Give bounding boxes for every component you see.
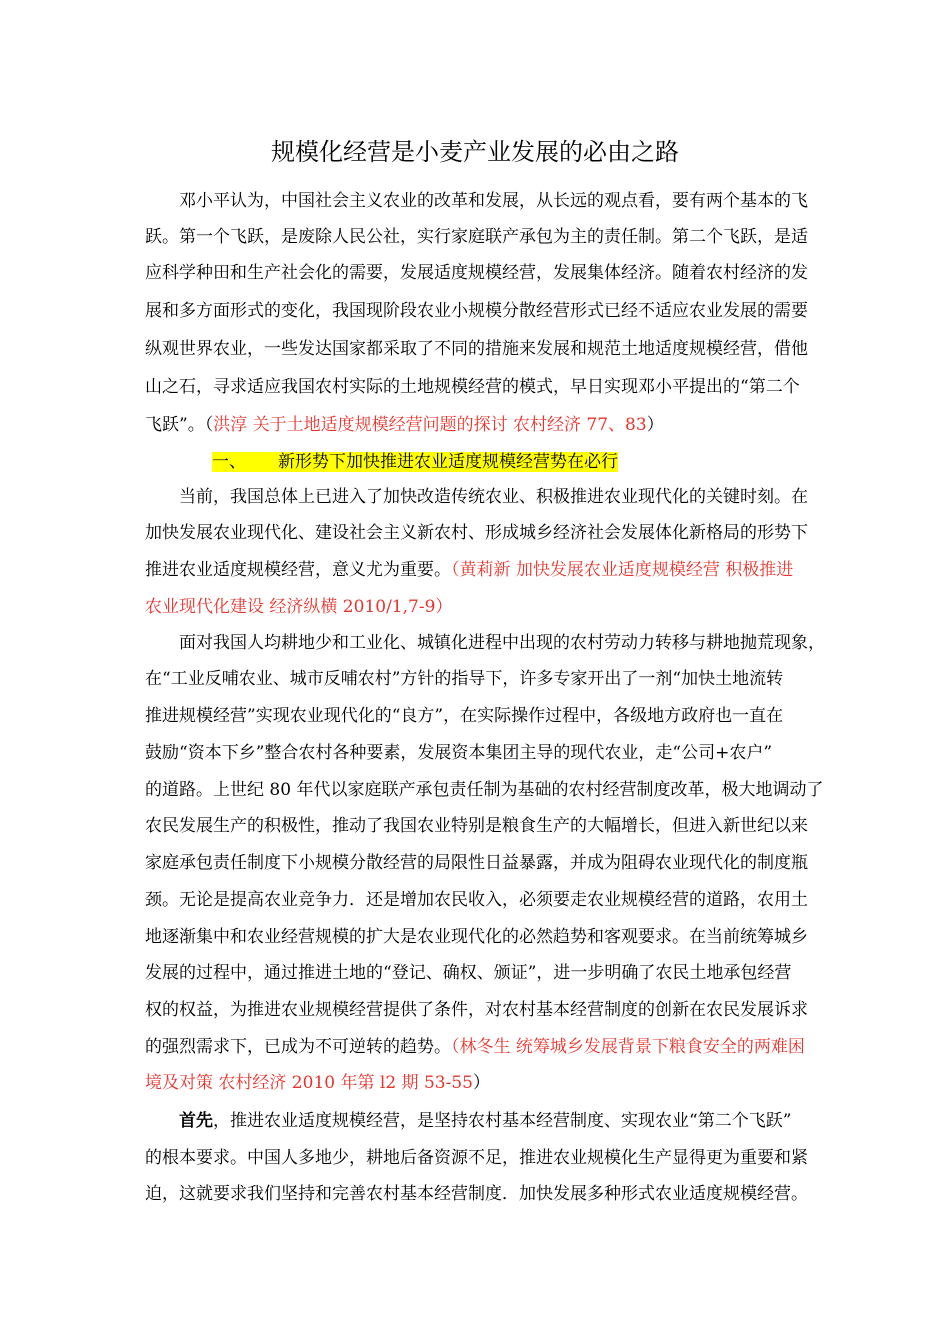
section-heading [212,449,618,475]
p2-line: 加快发展农业现代化、建设社会主义新农村、形成城乡经济社会发展体化新格局的形势下 [145,523,808,543]
citation: （林冬生 统筹城乡发展背景下粮食安全的两难困 [451,1037,805,1057]
p1-close: ） [646,415,664,435]
p4-line: 的根本要求。中国人多地少，耕地后备资源不足，推进农业规模化生产显得更为重要和紧 [145,1148,808,1168]
citation: （黄莉新 加快发展农业适度规模经营 积极推进 [451,560,794,580]
p3-line-ref [145,1034,805,1060]
p1-line-last [145,412,664,438]
p2-line-ref [145,557,793,583]
p3-close: ） [472,1073,490,1093]
p3-line: 鼓励“资本下乡”整合农村各种要素，发展资本集团主导的现代农业，走“公司+农户” [145,743,773,763]
p3-line: 权的权益，为推进农业规模经营提供了条件，对农村基本经营制度的创新在农民发展诉求 [145,1000,808,1020]
document-title: 规模化经营是小麦产业发展的必由之路 [271,138,679,166]
p1-line: 山之石，寻求适应我国农村实际的土地规模经营的模式，早日实现邓小平提出的“第二个 [145,377,800,397]
citation: 洪淳 关于土地适度规模经营问题的探讨 农村经济 77、83 [213,415,647,435]
p1-line: 应科学种田和生产社会化的需要，发展适度规模经营，发展集体经济。随着农村经济的发 [145,263,808,283]
p3-line-ref-end [145,1070,490,1096]
p1-line: 纵观世界农业，一些发达国家都采取了不同的措施来发展和规范土地适度规模经营，借他 [145,339,808,359]
p3-line: 面对我国人均耕地少和工业化、城镇化进程中出现的农村劳动力转移与耕地抛荒现象， [179,633,825,653]
p3-line: 在“工业反哺农业、城市反哺农村”方针的指导下，许多专家开出了一剂“加快土地流转 [145,669,784,689]
section-number: 一、 [212,452,246,472]
p3-line: 推进规模经营”实现农业现代化的“良方”，在实际操作过程中，各级地方政府也一直在 [145,706,784,726]
section-heading-highlight [212,452,618,472]
section-heading-text: 新形势下加快推进农业适度规模经营势在必行 [278,452,618,472]
p4-bold-lead: 首先 [179,1111,213,1131]
p1-text: 飞跃”。（ [145,415,214,435]
p4-line [179,1108,791,1134]
p1-line: 展和多方面形式的变化，我国现阶段农业小规模分散经营形式已经不适应农业发展的需要 [145,301,808,321]
p4-line: 迫，这就要求我们坚持和完善农村基本经营制度．加快发展多种形式农业适度规模经营。 [145,1184,808,1204]
p3-line: 家庭承包责任制度下小规模分散经营的局限性日益暴露，并成为阻碍农业现代化的制度瓶 [145,853,808,873]
p4-text: ，推进农业适度规模经营，是坚持农村基本经营制度、实现农业“第二个飞跃” [213,1111,792,1131]
p3-line: 农民发展生产的积极性，推动了我国农业特别是粮食生产的大幅增长，但进入新世纪以来 [145,816,808,836]
p2-text: 推进农业适度规模经营，意义尤为重要。 [145,560,451,580]
p3-line: 的道路。上世纪 80 年代以家庭联产承包责任制为基础的农村经营制度改革，极大地调动了 [145,780,824,800]
citation: 境及对策 农村经济 2010 年第 l2 期 53-55 [145,1073,473,1093]
p2-line: 当前，我国总体上已进入了加快改造传统农业、积极推进农业现代化的关键时刻。在 [179,487,808,507]
citation: 农业现代化建设 经济纵横 2010/1,7-9） [145,597,453,617]
p3-text: 的强烈需求下，已成为不可逆转的趋势。 [145,1037,451,1057]
p3-line: 地逐渐集中和农业经营规模的扩大是农业现代化的必然趋势和客观要求。在当前统筹城乡 [145,927,808,947]
p3-line: 发展的过程中，通过推进土地的“登记、确权、颁证”，进一步明确了农民土地承包经营 [145,963,792,983]
p1-line: 邓小平认为，中国社会主义农业的改革和发展，从长远的观点看，要有两个基本的飞 [179,191,808,211]
p1-line: 跃。第一个飞跃，是废除人民公社，实行家庭联产承包为主的责任制。第二个飞跃，是适 [145,227,808,247]
p3-line: 颈。无论是提高农业竞争力．还是增加农民收入，必须要走农业规模经营的道路，农用土 [145,890,808,910]
